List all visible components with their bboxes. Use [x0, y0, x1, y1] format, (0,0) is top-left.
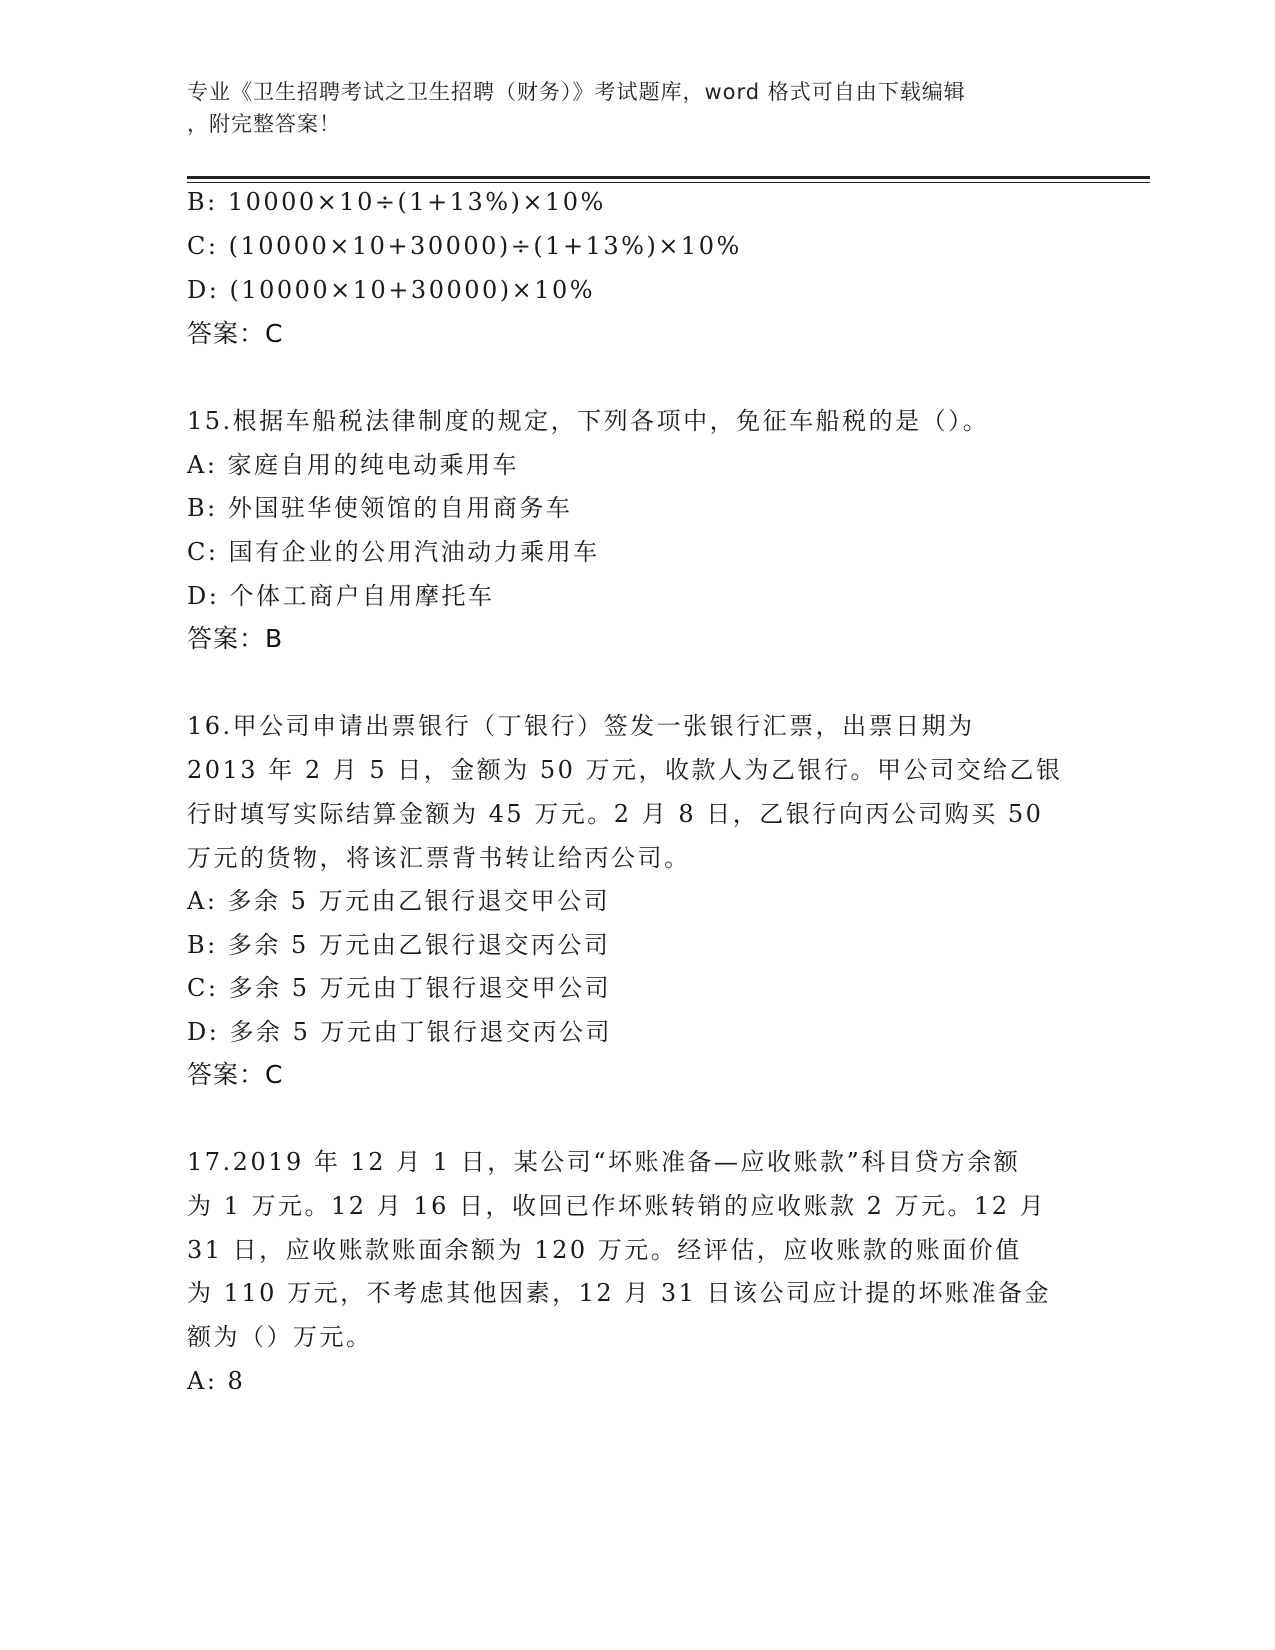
- q15-stem: 15.根据车船税法律制度的规定，下列各项中，免征车船税的是（）。: [187, 407, 990, 435]
- q16-option-b: B: 多余 5 万元由乙银行退交丙公司: [187, 931, 611, 959]
- q17-stem-line-3: 31 日，应收账款账面余额为 120 万元。经评估，应收账款的账面价值: [187, 1236, 1022, 1264]
- q16-answer: 答案：C: [187, 1060, 284, 1089]
- q16-stem-line-1: 16.甲公司申请出票银行（丁银行）签发一张银行汇票，出票日期为: [187, 712, 975, 740]
- q15-option-c: C: 国有企业的公用汽油动力乘用车: [187, 538, 600, 566]
- q14-option-b: B: 10000×10÷(1+13%)×10%: [187, 188, 606, 216]
- q16-option-a: A: 多余 5 万元由乙银行退交甲公司: [187, 887, 611, 915]
- q15-option-a: A: 家庭自用的纯电动乘用车: [187, 451, 520, 479]
- q17-stem-line-1: 17.2019 年 12 月 1 日，某公司“坏账准备—应收账款”科目贷方余额: [187, 1148, 1021, 1176]
- q15-answer: 答案：B: [187, 624, 284, 653]
- q17-option-a: A: 8: [187, 1367, 246, 1395]
- document-header: [187, 76, 1077, 140]
- q14-option-c: C: (10000×10+30000)÷(1+13%)×10%: [187, 232, 742, 260]
- q17-stem-line-4: 为 110 万元，不考虑其他因素，12 月 31 日该公司应计提的坏账准备金: [187, 1279, 1052, 1307]
- q15-option-b: B: 外国驻华使领馆的自用商务车: [187, 494, 573, 522]
- header-divider-thin: [187, 182, 1150, 183]
- q16-stem-line-3: 行时填写实际结算金额为 45 万元。2 月 8 日，乙银行向丙公司购买 50: [187, 800, 1044, 828]
- q15-option-d: D: 个体工商户自用摩托车: [187, 582, 495, 610]
- header-line-2: ，附完整答案！: [187, 112, 341, 136]
- q14-answer: 答案：C: [187, 319, 284, 348]
- q17-stem-line-2: 为 1 万元。12 月 16 日，收回已作坏账转销的应收账款 2 万元。12 月: [187, 1192, 1047, 1220]
- q16-option-d: D: 多余 5 万元由丁银行退交丙公司: [187, 1018, 612, 1046]
- q16-stem-line-2: 2013 年 2 月 5 日，金额为 50 万元，收款人为乙银行。甲公司交给乙银: [187, 756, 1063, 784]
- header-divider-thick: [187, 176, 1150, 179]
- q16-stem-line-4: 万元的货物，将该汇票背书转让给丙公司。: [187, 844, 691, 872]
- q17-stem-line-5: 额为（）万元。: [187, 1323, 373, 1351]
- q16-option-c: C: 多余 5 万元由丁银行退交甲公司: [187, 974, 612, 1002]
- header-line-1: 专业《卫生招聘考试之卫生招聘（财务）》考试题库，word 格式可自由下载编辑: [187, 80, 966, 104]
- q14-option-d: D: (10000×10+30000)×10%: [187, 276, 596, 304]
